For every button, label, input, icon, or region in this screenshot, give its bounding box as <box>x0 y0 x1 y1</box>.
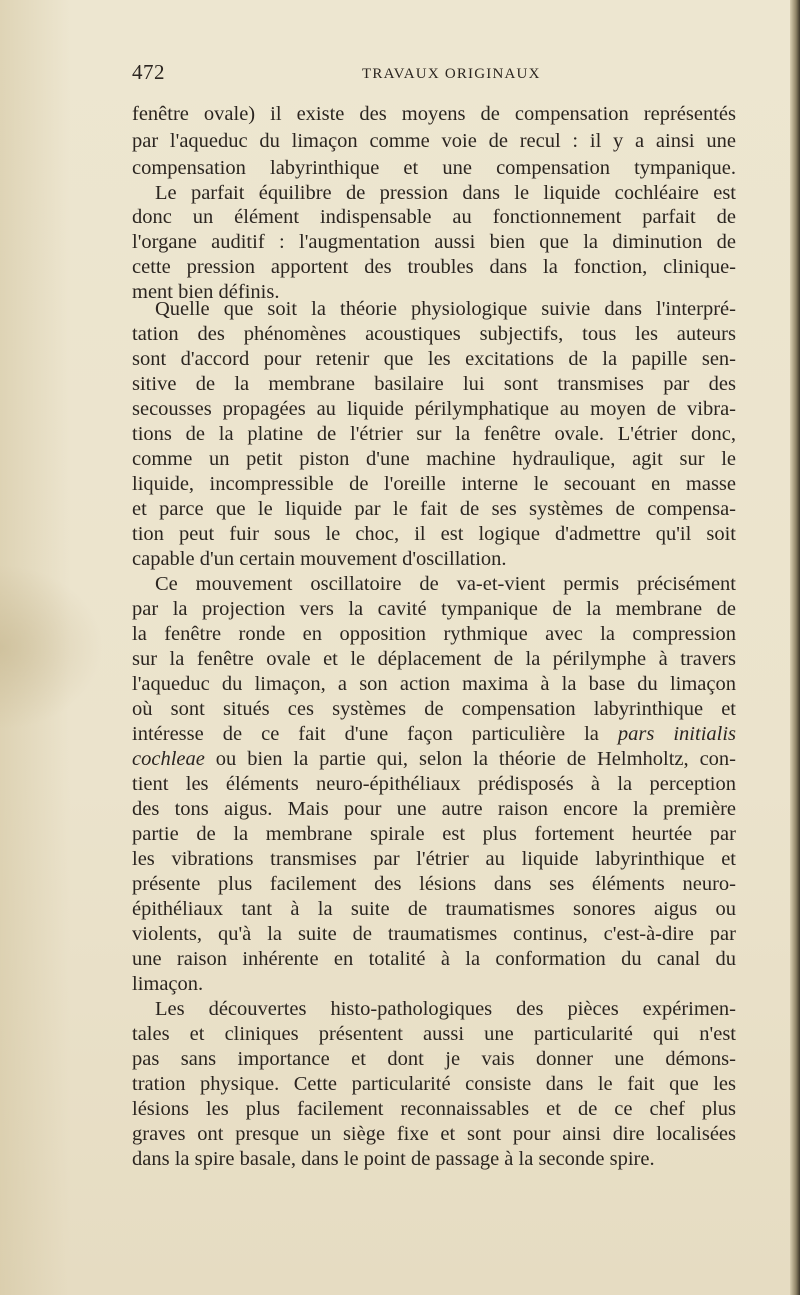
text-line: les vibrations transmises par l'étrier au liquide labyrinthique et <box>132 848 736 870</box>
page-number: 472 <box>132 60 165 84</box>
text-line: Les découvertes histo-pathologiques des pièces expérimen- <box>155 998 736 1020</box>
text-line: Ce mouvement oscillatoire de va-et-vient permis précisément <box>155 573 736 595</box>
text-line: secousses propagées au liquide périlymphatique au moyen de vibra- <box>132 398 736 420</box>
text-line: Le parfait équilibre de pression dans le liquide cochléaire est <box>155 182 736 204</box>
text-line: partie de la membrane spirale est plus fortement heurtée par <box>132 823 736 845</box>
text-line: présente plus facilement des lésions dans ses éléments neuro- <box>132 873 736 895</box>
page-edge-shadow <box>790 0 800 1295</box>
text-line: des tons aigus. Mais pour une autre raison encore la première <box>132 798 736 820</box>
text-line: tales et cliniques présentent aussi une particularité qui n'est <box>132 1023 736 1045</box>
text-line: tient les éléments neuro-épithéliaux prédisposés à la perception <box>132 773 736 795</box>
text-line: lésions les plus facilement reconnaissables et de ce chef plus <box>132 1098 736 1120</box>
text-line: et parce que le liquide par le fait de ses systèmes de compensa- <box>132 498 736 520</box>
text-line: violents, qu'à la suite de traumatismes continus, c'est-à-dire par <box>132 923 736 945</box>
text-line: cette pression apportent des troubles dans la fonction, clinique- <box>132 256 736 278</box>
text-line: liquide, incompressible de l'oreille interne le secouant en masse <box>132 473 736 495</box>
text-line: l'organe auditif : l'augmentation aussi bien que la diminution de <box>132 231 736 253</box>
text-line: par la projection vers la cavité tympanique de la membrane de <box>132 598 736 620</box>
text-line: Quelle que soit la théorie physiologique suivie dans l'interpré- <box>155 298 736 320</box>
text-line: sont d'accord pour retenir que les excitations de la papille sen- <box>132 348 736 370</box>
text-line: tation des phénomènes acoustiques subjectifs, tous les auteurs <box>132 323 736 345</box>
italic-term: cochleae <box>132 748 205 770</box>
text-line: limaçon. <box>132 973 204 995</box>
text-line: comme un petit piston d'une machine hydraulique, agit sur le <box>132 448 736 470</box>
text-line: une raison inhérente en totalité à la conformation du canal du <box>132 948 736 970</box>
text-line: tration physique. Cette particularité consiste dans le fait que les <box>132 1073 736 1095</box>
text-line: la fenêtre ronde en opposition rythmique avec la compression <box>132 623 736 645</box>
text-line: compensation labyrinthique et une compensation tympanique. <box>132 157 736 179</box>
text-line: fenêtre ovale) il existe des moyens de compensation représentés <box>132 103 736 125</box>
text-line: où sont situés ces systèmes de compensation labyrinthique et <box>132 698 736 720</box>
text-line: pas sans importance et dont je vais donner une démons- <box>132 1048 736 1070</box>
text-line: donc un élément indispensable au fonctionnement parfait de <box>132 206 736 228</box>
text-line: par l'aqueduc du limaçon comme voie de recul : il y a ainsi une <box>132 130 736 152</box>
text-line: sur la fenêtre ovale et le déplacement de la périlymphe à travers <box>132 648 736 670</box>
italic-term: pars initialis <box>617 723 737 745</box>
text-line: intéresse de ce fait d'une façon particulière la pars initialis <box>132 723 737 745</box>
text-line: ment bien définis. <box>132 281 280 303</box>
text-line: sitive de la membrane basilaire lui sont transmises par des <box>132 373 736 395</box>
text-line: cochleae ou bien la partie qui, selon la théorie de Helmholtz, con- <box>132 748 737 770</box>
text-line: l'aqueduc du limaçon, a son action maxima à la base du limaçon <box>132 673 736 695</box>
text-line: graves ont presque un siège fixe et sont pour ainsi dire localisées <box>132 1123 736 1145</box>
text-line: capable d'un certain mouvement d'oscillation. <box>132 548 507 570</box>
text-line: tions de la platine de l'étrier sur la fenêtre ovale. L'étrier donc, <box>132 423 736 445</box>
text-line: dans la spire basale, dans le point de passage à la seconde spire. <box>132 1148 655 1170</box>
text-line: tion peut fuir sous le choc, il est logique d'admettre qu'il soit <box>132 523 736 545</box>
page-header <box>132 60 736 90</box>
text-line: épithéliaux tant à la suite de traumatismes sonores aigus ou <box>132 898 736 920</box>
running-head: TRAVAUX ORIGINAUX <box>362 66 541 82</box>
